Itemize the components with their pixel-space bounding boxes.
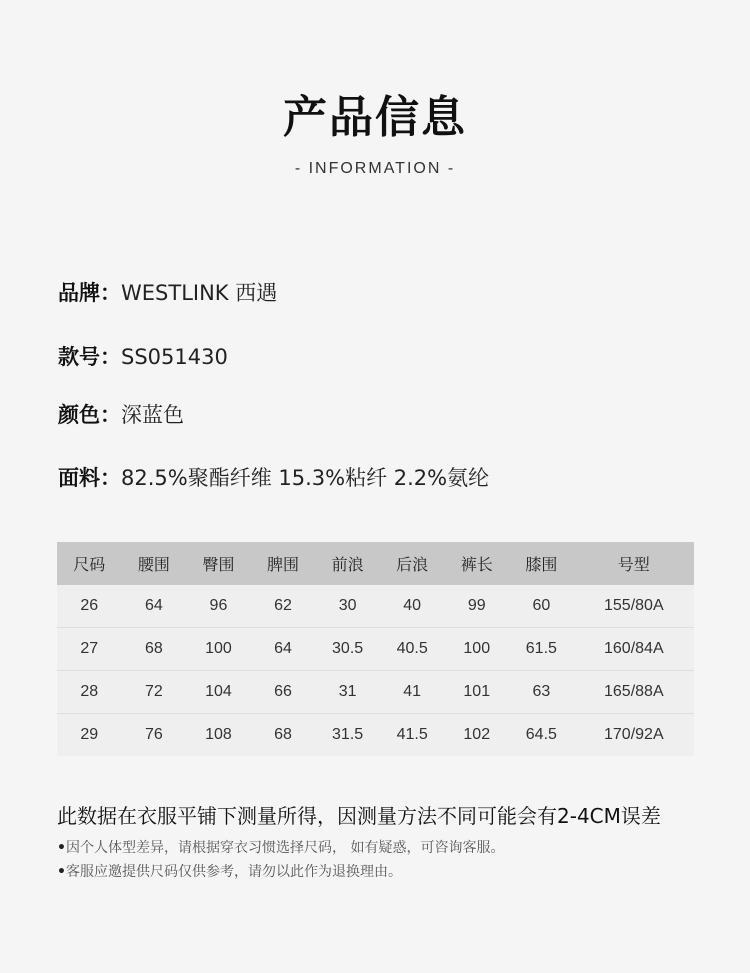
table-cell: 40.5 [380, 628, 445, 671]
brand-row [58, 279, 277, 307]
table-cell: 29 [57, 714, 122, 757]
table-cell: 155/80A [574, 585, 694, 628]
table-cell: 63 [509, 671, 574, 714]
measurement-note-title: 此数据在衣服平铺下测量所得，因测量方法不同可能会有2-4CM误差 [57, 804, 661, 828]
table-cell: 72 [122, 671, 187, 714]
bullet-icon: • [57, 864, 66, 880]
table-cell: 68 [251, 714, 316, 757]
note-text: 客服应邀提供尺码仅供参考，请勿以此作为退换理由。 [66, 864, 402, 880]
style-no-value: SS051430 [121, 345, 228, 369]
table-cell: 170/92A [574, 714, 694, 757]
header-hip: 臀围 [186, 542, 251, 585]
size-table [57, 542, 694, 756]
brand-label: 品牌： [58, 281, 121, 305]
header-front-rise: 前浪 [315, 542, 380, 585]
table-row [57, 628, 694, 671]
color-row [58, 401, 184, 429]
table-cell: 28 [57, 671, 122, 714]
table-cell: 96 [186, 585, 251, 628]
table-cell: 30.5 [315, 628, 380, 671]
table-cell: 64.5 [509, 714, 574, 757]
table-cell: 101 [444, 671, 509, 714]
table-cell: 160/84A [574, 628, 694, 671]
header-back-rise: 后浪 [380, 542, 445, 585]
table-cell: 104 [186, 671, 251, 714]
table-row [57, 714, 694, 757]
table-cell: 100 [186, 628, 251, 671]
page-subtitle: - INFORMATION - [294, 160, 456, 177]
table-row [57, 671, 694, 714]
table-cell: 99 [444, 585, 509, 628]
style-no-label: 款号： [58, 345, 121, 369]
table-cell: 108 [186, 714, 251, 757]
note-text: 因个人体型差异，请根据穿衣习惯选择尺码， 如有疑惑，可咨询客服。 [66, 840, 505, 856]
header-length: 裤长 [444, 542, 509, 585]
table-cell: 26 [57, 585, 122, 628]
table-cell: 60 [509, 585, 574, 628]
header-fit-code: 号型 [574, 542, 694, 585]
size-table-header-row [57, 542, 694, 585]
fabric-row [58, 464, 489, 492]
header-size: 尺码 [57, 542, 122, 585]
header-knee: 膝围 [509, 542, 574, 585]
bullet-icon: • [57, 840, 66, 856]
table-cell: 27 [57, 628, 122, 671]
note-item [57, 861, 402, 881]
table-cell: 102 [444, 714, 509, 757]
page-title: 产品信息 [283, 92, 467, 143]
table-cell: 62 [251, 585, 316, 628]
table-cell: 165/88A [574, 671, 694, 714]
table-cell: 76 [122, 714, 187, 757]
table-cell: 41 [380, 671, 445, 714]
table-cell: 64 [251, 628, 316, 671]
table-cell: 68 [122, 628, 187, 671]
table-cell: 64 [122, 585, 187, 628]
note-item [57, 837, 504, 857]
table-cell: 40 [380, 585, 445, 628]
header-thigh: 脾围 [251, 542, 316, 585]
table-cell: 31 [315, 671, 380, 714]
table-cell: 30 [315, 585, 380, 628]
table-cell: 66 [251, 671, 316, 714]
fabric-value: 82.5%聚酯纤维 15.3%粘纤 2.2%氨纶 [121, 466, 490, 490]
style-no-row [58, 343, 228, 371]
header-waist: 腰围 [122, 542, 187, 585]
color-value: 深蓝色 [121, 403, 184, 427]
table-cell: 61.5 [509, 628, 574, 671]
table-cell: 41.5 [380, 714, 445, 757]
table-cell: 31.5 [315, 714, 380, 757]
table-row [57, 585, 694, 628]
table-cell: 100 [444, 628, 509, 671]
fabric-label: 面料： [58, 466, 121, 490]
color-label: 颜色： [58, 403, 121, 427]
brand-value: WESTLINK 西遇 [121, 281, 278, 305]
